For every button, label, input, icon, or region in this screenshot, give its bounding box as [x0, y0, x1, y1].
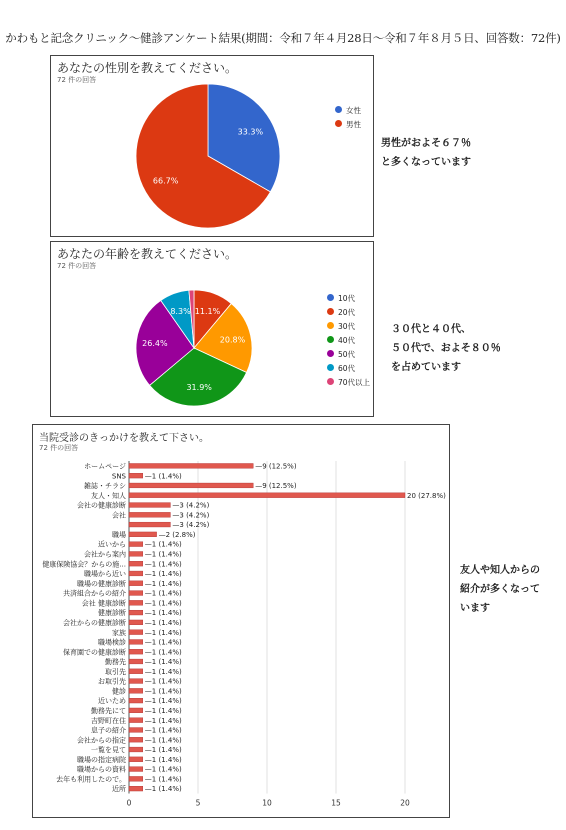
legend-label: 女性 [346, 106, 361, 115]
category-label: 去年も利用したので。 [56, 775, 126, 784]
category-label: 職場からの資料 [77, 765, 126, 774]
category-label: 職場検診 [98, 638, 126, 647]
pie-slice-label: 66.7% [152, 176, 179, 186]
data-label: —1 (1.4%) [144, 540, 182, 549]
category-label: 職場の指定病院 [77, 755, 126, 764]
chart-question: あなたの性別を教えてください。 [57, 61, 238, 75]
bar [129, 610, 143, 615]
legend-label: 10代 [338, 294, 356, 303]
legend-label: 男性 [346, 120, 361, 129]
category-label: 息子の紹介 [91, 726, 126, 735]
bar [129, 786, 143, 791]
data-label: —1 (1.4%) [144, 746, 182, 755]
x-tick-label: 0 [126, 798, 132, 808]
bar [129, 620, 143, 625]
response-count: 72 件の回答 [39, 444, 79, 452]
bar [129, 718, 143, 723]
category-label: 会社から案内 [84, 550, 126, 559]
bar [129, 503, 170, 508]
age-chart-panel [50, 241, 374, 417]
category-label: 共済組合からの紹介 [63, 589, 126, 598]
data-label: —3 (4.2%) [172, 521, 210, 530]
data-label: —1 (1.4%) [144, 638, 182, 647]
legend-dot-icon [327, 322, 334, 329]
gender-pie-chart [51, 56, 373, 236]
data-label: —9 (12.5%) [255, 462, 297, 471]
bar [129, 581, 143, 586]
reason-note: 友人や知人からの 紹介が多くなって います [460, 565, 540, 614]
bar [129, 728, 143, 733]
data-label: —1 (1.4%) [144, 697, 182, 706]
legend-dot-icon [327, 364, 334, 371]
data-label: —1 (1.4%) [144, 716, 182, 725]
bar [129, 532, 157, 537]
pie-slice-label: 11.1% [194, 306, 221, 316]
category-label: 雑誌・チラシ [84, 482, 126, 491]
bar [129, 591, 143, 596]
data-label: —3 (4.2%) [172, 501, 210, 510]
x-tick-label: 10 [262, 798, 272, 808]
category-label: SNS [111, 472, 126, 481]
x-tick-label: 5 [195, 798, 201, 808]
data-label: —1 (1.4%) [144, 726, 182, 735]
data-label: —1 (1.4%) [144, 609, 182, 618]
data-label: —9 (12.5%) [255, 482, 297, 491]
data-label: —1 (1.4%) [144, 648, 182, 657]
data-label: —1 (1.4%) [144, 570, 182, 579]
bar [129, 542, 143, 547]
bar [129, 669, 143, 674]
legend-label: 50代 [338, 350, 356, 359]
legend-dot-icon [327, 308, 334, 315]
pie-slice-label: 33.3% [237, 127, 264, 137]
bar [129, 522, 170, 527]
category-label: 会社からの指定 [77, 736, 126, 745]
bar [129, 463, 253, 468]
bar [129, 688, 143, 693]
category-label: 健康診断 [98, 609, 126, 618]
gender-note: 男性がおよそ６７％ と多くなっています [381, 138, 471, 168]
bar [129, 600, 143, 605]
bar [129, 757, 143, 762]
legend-dot-icon [327, 336, 334, 343]
legend-label: 40代 [338, 336, 356, 345]
data-label: —1 (1.4%) [144, 589, 182, 598]
category-label: 近いから [98, 540, 126, 549]
data-label: —1 (1.4%) [144, 628, 182, 637]
category-label: 職場から近い [84, 570, 126, 579]
chart-question: あなたの年齢を教えてください。 [57, 247, 238, 261]
bar [129, 473, 143, 478]
category-label: 一覧を見て [91, 746, 126, 755]
bar [129, 659, 143, 664]
data-label: 20 (27.8%) [407, 491, 446, 500]
pie-slice-label: 31.9% [186, 383, 212, 393]
legend-label: 30代 [338, 322, 356, 331]
response-count: 72 件の回答 [57, 262, 97, 270]
category-label: ホームページ [84, 462, 126, 471]
response-count: 72 件の回答 [57, 76, 97, 84]
bar [129, 679, 143, 684]
data-label: —3 (4.2%) [172, 511, 210, 520]
bar [129, 776, 143, 781]
reason-chart-panel [32, 424, 450, 818]
data-label: —1 (1.4%) [144, 550, 182, 559]
age-note: ３０代と４０代、 ５０代で、およそ８０％ を占めています [391, 324, 501, 373]
chart-question: 当院受診のきっかけを教えて下さい。 [39, 433, 209, 444]
data-label: —1 (1.4%) [144, 677, 182, 686]
category-label: お取引先 [98, 677, 126, 686]
data-label: —1 (1.4%) [144, 599, 182, 608]
data-label: —1 (1.4%) [144, 736, 182, 745]
data-label: —1 (1.4%) [144, 579, 182, 588]
category-label: 職場 [112, 530, 126, 539]
category-label: 取引先 [105, 667, 126, 676]
category-label: 会社 健康診断 [81, 599, 126, 608]
category-label: 健診 [112, 687, 126, 696]
category-label: 勤務先 [105, 658, 126, 667]
legend-label: 20代 [338, 308, 356, 317]
legend-dot-icon [335, 120, 342, 127]
bar [129, 737, 143, 742]
legend-dot-icon [327, 294, 334, 301]
x-tick-label: 20 [400, 798, 410, 808]
bar [129, 698, 143, 703]
x-tick-label: 15 [331, 798, 341, 808]
bar [129, 640, 143, 645]
data-label: —1 (1.4%) [144, 658, 182, 667]
legend-dot-icon [327, 378, 334, 385]
data-label: —1 (1.4%) [144, 618, 182, 627]
data-label: —1 (1.4%) [144, 775, 182, 784]
pie-slice-label: 8.3% [170, 306, 191, 316]
category-label: 家族 [112, 628, 126, 637]
data-label: —1 (1.4%) [144, 785, 182, 794]
category-label: 会社 [112, 511, 126, 520]
bar [129, 708, 143, 713]
bar [129, 552, 143, 557]
data-label: —1 (1.4%) [144, 667, 182, 676]
bar [129, 571, 143, 576]
bar [129, 767, 143, 772]
bar [129, 483, 253, 488]
category-label: 職場の健康診断 [77, 579, 126, 588]
category-label: 近いため [98, 697, 126, 706]
category-label: 会社の健康診断 [77, 501, 126, 510]
category-label: 近所 [112, 785, 126, 794]
bar [129, 493, 405, 498]
bar [129, 630, 143, 635]
legend-label: 70代以上 [338, 378, 371, 387]
pie-slice-label: 20.8% [219, 335, 246, 345]
category-label: 勤務先にて [91, 706, 126, 715]
gender-chart-panel [50, 55, 374, 237]
data-label: —1 (1.4%) [144, 765, 182, 774]
category-label: 友人・知人 [91, 491, 126, 500]
legend-dot-icon [335, 106, 342, 113]
page-title: かわもと記念クリニック～健診アンケート結果(期間：令和７年４月28日～令和７年８月５日、回答数：72件) [5, 31, 561, 45]
category-label: 会社からの健康診断 [63, 618, 126, 627]
reason-bar-chart [33, 425, 449, 817]
category-label: 保育園での健康診断 [63, 648, 126, 657]
bar [129, 561, 143, 566]
bar [129, 512, 170, 517]
legend-dot-icon [327, 350, 334, 357]
data-label: —1 (1.4%) [144, 687, 182, 696]
data-label: —1 (1.4%) [144, 560, 182, 569]
category-label: 吉野町在住 [91, 716, 126, 725]
data-label: —2 (2.8%) [158, 530, 196, 539]
category-label: 健康保険協会？からの施... [42, 560, 126, 569]
pie-slice-label: 26.4% [142, 338, 168, 348]
data-label: —1 (1.4%) [144, 472, 182, 481]
bar [129, 649, 143, 654]
data-label: —1 (1.4%) [144, 755, 182, 764]
legend-label: 60代 [338, 364, 356, 373]
bar [129, 747, 143, 752]
age-pie-chart [51, 242, 373, 416]
data-label: —1 (1.4%) [144, 706, 182, 715]
